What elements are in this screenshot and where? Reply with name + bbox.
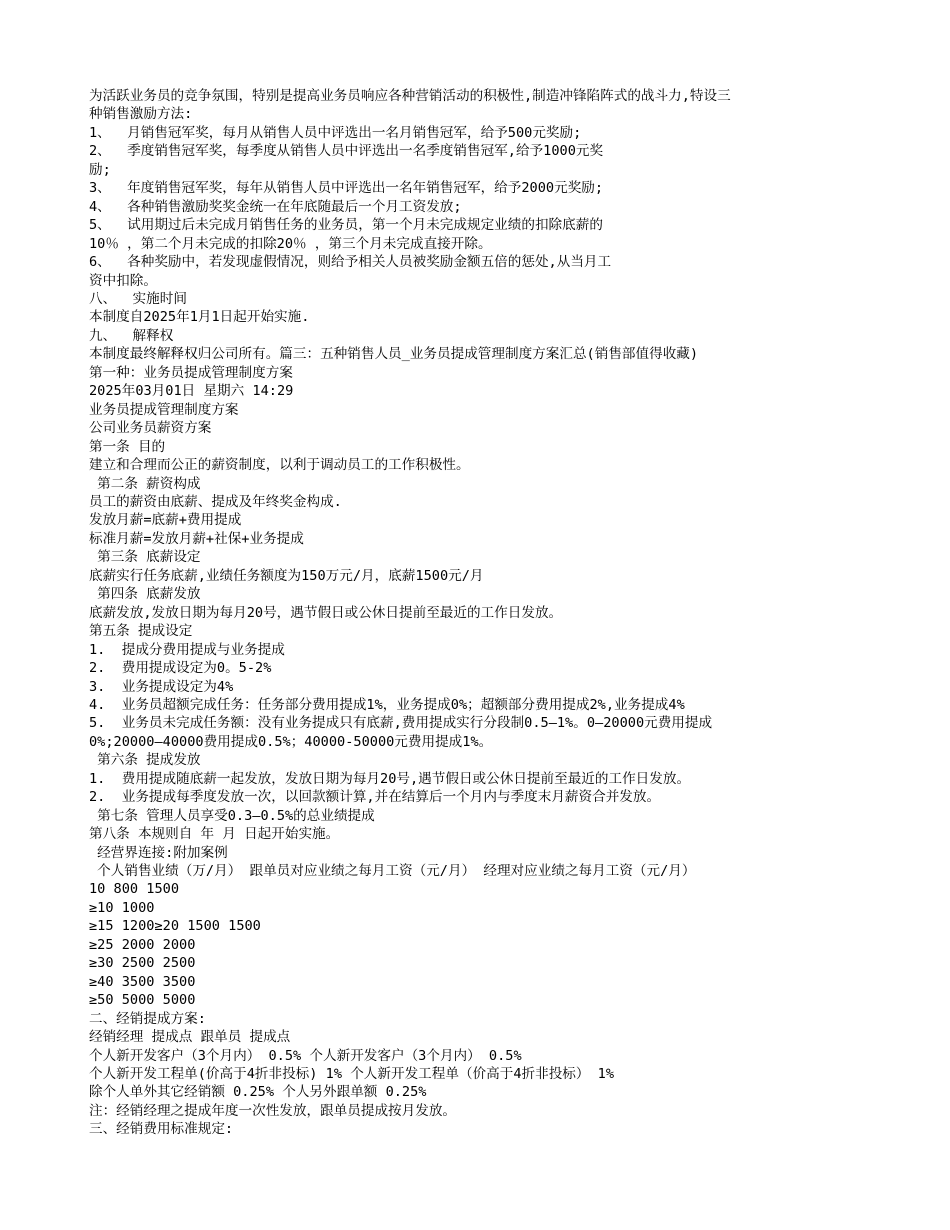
- table-header: 经销经理 提成点 跟单员 提成点: [89, 1029, 291, 1046]
- table-row: 除个人单外其它经销额 0.25% 个人另外跟单额 0.25%: [89, 1084, 427, 1101]
- table-row: 个人新开发客户（3个月内） 0.5% 个人新开发客户（3个月内） 0.5%: [89, 1047, 522, 1064]
- list-item: 3. 业务提成设定为4%: [89, 678, 234, 695]
- section-heading: 第四条 底薪发放: [89, 586, 201, 603]
- table-row: ≥10 1000: [89, 899, 155, 916]
- table-row: ≥30 2500 2500: [89, 955, 196, 972]
- section-heading: 第七条 管理人员享受0.3—0.5%的总业绩提成: [89, 807, 375, 824]
- text-line: 底薪实行任务底薪,业绩任务额度为150万元/月，底薪1500元/月: [89, 567, 484, 584]
- list-item: 4. 业务员超额完成任务：任务部分费用提成1%，业务提成0%；超额部分费用提成2%,业务提成4%: [89, 696, 685, 713]
- document-page: [89, 87, 879, 1139]
- text-line: 种销售激励方法:: [89, 106, 193, 123]
- text-line: 1、 月销售冠军奖，每月从销售人员中评选出一名月销售冠军，给予500元奖励;: [89, 124, 582, 141]
- text-line: 公司业务员薪资方案: [89, 420, 212, 437]
- list-item: 1. 提成分费用提成与业务提成: [89, 641, 285, 658]
- text-line: 3、 年度销售冠军奖，每年从销售人员中评选出一名年销售冠军，给予2000元奖励;: [89, 180, 604, 197]
- timestamp: 2025年03月01日 星期六 14:29: [89, 383, 294, 400]
- text-line: 底薪发放,发放日期为每月20号，遇节假日或公休日提前至最近的工作日发放。: [89, 604, 563, 621]
- table-row: ≥50 5000 5000: [89, 992, 196, 1009]
- text-line: 员工的薪资由底薪、提成及年终奖金构成.: [89, 493, 342, 510]
- table-row: 个人新开发工程单(价高于4折非投标) 1% 个人新开发工程单（价高于4折非投标） 1%: [89, 1066, 615, 1083]
- section-heading: 经营界连接:附加案例: [89, 844, 228, 861]
- text-line: 10％ ，第二个月未完成的扣除20％ ，第三个月未完成直接开除。: [89, 235, 492, 252]
- list-item: 5. 业务员未完成任务额：没有业务提成只有底薪,费用提成实行分段制0.5—1%。0—20000元费用提成: [89, 715, 713, 732]
- section-heading: 第八条 本规则自 年 月 日起开始实施。: [89, 826, 340, 843]
- table-row: 10 800 1500: [89, 881, 180, 898]
- text-line: 本制度最终解释权归公司所有。篇三：五种销售人员_业务员提成管理制度方案汇总(销售部值得收藏): [89, 346, 699, 363]
- section-heading: 第三条 底薪设定: [89, 549, 201, 566]
- text-line: 标准月薪=发放月薪+社保+业务提成: [89, 530, 304, 547]
- text-line: 6、 各种奖励中，若发现虚假情况，则给予相关人员被奖励金额五倍的惩处,从当月工: [89, 254, 612, 271]
- table-row: ≥40 3500 3500: [89, 973, 196, 990]
- section-heading: 三、经销费用标准规定:: [89, 1121, 234, 1138]
- table-header: 个人销售业绩（万/月） 跟单员对应业绩之每月工资（元/月） 经理对应业绩之每月工资（元/月）: [89, 863, 696, 880]
- text-line: 励;: [89, 161, 111, 178]
- section-heading: 第六条 提成发放: [89, 752, 201, 769]
- text-line: 本制度自2025年1月1日起开始实施.: [89, 309, 310, 326]
- text-line: 2、 季度销售冠军奖，每季度从销售人员中评选出一名季度销售冠军,给予1000元奖: [89, 143, 604, 160]
- text-line: 建立和合理而公正的薪资制度，以利于调动员工的工作积极性。: [89, 457, 470, 474]
- table-row: ≥15 1200≥20 1500 1500: [89, 918, 261, 935]
- text-line: 4、 各种销售激励奖奖金统一在年底随最后一个月工资发放;: [89, 198, 462, 215]
- section-heading: 九、 解释权: [89, 327, 174, 344]
- text-line: 发放月薪=底薪+费用提成: [89, 512, 242, 529]
- section-heading: 第二条 薪资构成: [89, 475, 201, 492]
- list-item: 2. 业务提成每季度发放一次，以回款额计算,并在结算后一个月内与季度末月薪资合并发放。: [89, 789, 661, 806]
- text-line: 为活跃业务员的竞争氛围，特别是提高业务员响应各种营销活动的积极性,制造冲锋陷阵式的战斗力,特设三: [89, 88, 731, 104]
- text-line: 业务员提成管理制度方案: [89, 401, 239, 418]
- section-heading: 第一条 目的: [89, 438, 166, 455]
- table-row: ≥25 2000 2000: [89, 936, 196, 953]
- note-line: 注：经销经理之提成年度一次性发放，跟单员提成按月发放。: [89, 1102, 457, 1119]
- text-line: 资中扣除。: [89, 272, 157, 289]
- text-line: 5、 试用期过后未完成月销售任务的业务员，第一个月未完成规定业绩的扣除底薪的: [89, 217, 603, 234]
- section-heading: 二、经销提成方案:: [89, 1010, 206, 1027]
- section-heading: 八、 实施时间: [89, 290, 187, 307]
- section-heading: 第五条 提成设定: [89, 623, 193, 640]
- list-item: 2. 费用提成设定为0。5-2%: [89, 660, 272, 677]
- text-line: 0%;20000—40000费用提成0.5%；40000-50000元费用提成1%。: [89, 733, 493, 750]
- list-item: 1. 费用提成随底薪一起发放，发放日期为每月20号,遇节假日或公休日提前至最近的工作日发放。: [89, 770, 691, 787]
- text-line: 第一种：业务员提成管理制度方案: [89, 364, 293, 381]
